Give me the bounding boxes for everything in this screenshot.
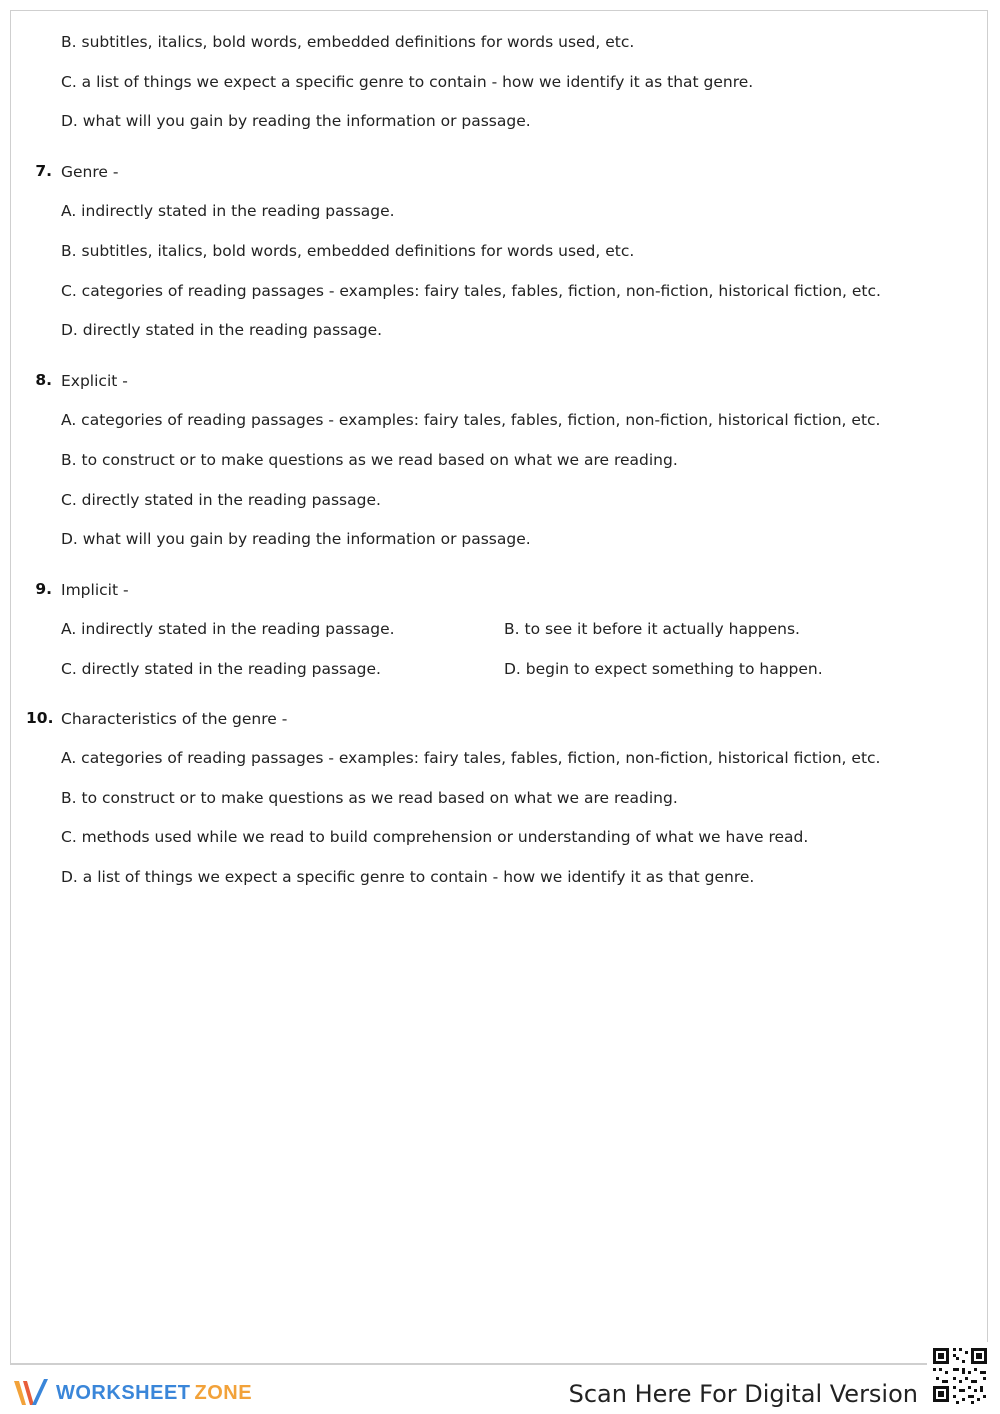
option-10-c: C. methods used while we read to build comprehension or understanding of what we have read. — [61, 828, 809, 846]
option-9-c: C. directly stated in the reading passage. — [61, 660, 381, 678]
option-6-d: D. what will you gain by reading the information or passage. — [61, 112, 531, 130]
option-9-a: A. indirectly stated in the reading passage. — [61, 620, 395, 638]
option-7-d: D. directly stated in the reading passage. — [61, 321, 383, 339]
qr-code-icon[interactable] — [927, 1342, 993, 1408]
footer-divider — [10, 1364, 988, 1365]
worksheetzone-logo[interactable] — [12, 1376, 252, 1410]
option-6-c: C. a list of things we expect a specific genre to contain - how we identify it as that genre. — [61, 73, 754, 91]
option-9-b: B. to see it before it actually happens. — [504, 620, 800, 638]
option-8-d: D. what will you gain by reading the information or passage. — [61, 530, 531, 548]
question-prompt-9: Implicit - — [61, 581, 129, 599]
option-8-b: B. to construct or to make questions as we read based on what we are reading. — [61, 451, 678, 469]
option-10-a: A. categories of reading passages - examples: fairy tales, fables, fiction, non-fiction, historical fiction, etc. — [61, 749, 881, 767]
option-8-a: A. categories of reading passages - examples: fairy tales, fables, fiction, non-fiction, historical fiction, etc. — [61, 411, 881, 429]
scan-caption: Scan Here For Digital Version — [568, 1380, 918, 1408]
question-number-10: 10. — [26, 709, 54, 727]
question-number-8: 8. — [35, 371, 52, 389]
question-number-7: 7. — [35, 162, 52, 180]
logo-text-worksheet: WORKSHEET — [56, 1381, 191, 1404]
option-7-c: C. categories of reading passages - examples: fairy tales, fables, fiction, non-fiction, historical fiction, etc. — [61, 282, 881, 300]
question-prompt-10: Characteristics of the genre - — [61, 710, 288, 728]
question-prompt-7: Genre - — [61, 163, 119, 181]
question-prompt-8: Explicit - — [61, 372, 128, 390]
logo-text-zone: ZONE — [194, 1381, 253, 1404]
question-number-9: 9. — [35, 580, 52, 598]
option-7-b: B. subtitles, italics, bold words, embedded definitions for words used, etc. — [61, 242, 635, 260]
option-10-d: D. a list of things we expect a specific genre to contain - how we identify it as that genre. — [61, 868, 755, 886]
option-10-b: B. to construct or to make questions as we read based on what we are reading. — [61, 789, 678, 807]
worksheetzone-logo-icon — [12, 1377, 52, 1409]
option-6-b: B. subtitles, italics, bold words, embedded definitions for words used, etc. — [61, 33, 635, 51]
option-9-d: D. begin to expect something to happen. — [504, 660, 823, 678]
option-7-a: A. indirectly stated in the reading passage. — [61, 202, 395, 220]
option-8-c: C. directly stated in the reading passage. — [61, 491, 381, 509]
